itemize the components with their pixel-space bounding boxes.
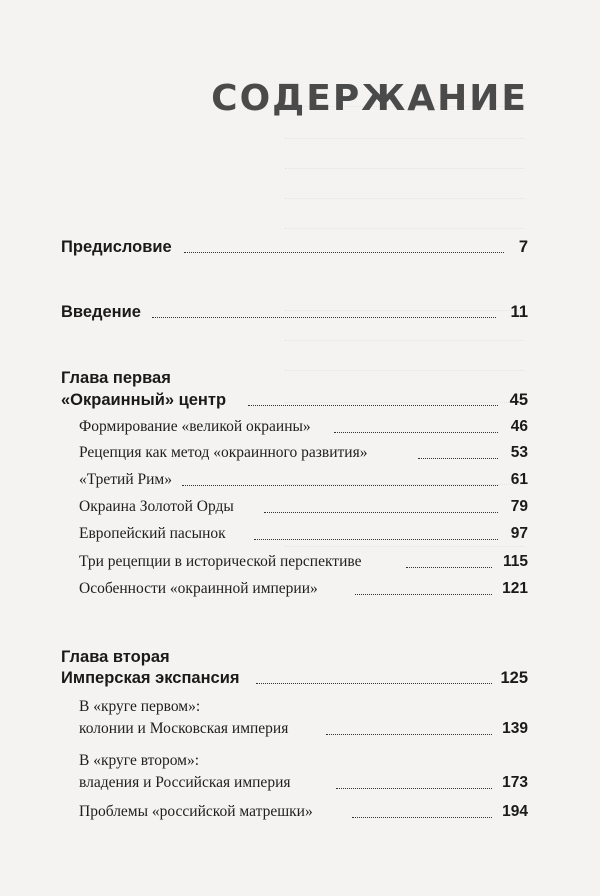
leader-dots	[336, 788, 492, 789]
toc-section-label: владения и Российская империя	[79, 774, 291, 791]
toc-section-label: Европейский пасынок	[79, 525, 226, 542]
toc-page-number: 53	[510, 444, 528, 461]
toc-page-number: 194	[502, 803, 528, 820]
toc-page-number: 139	[502, 720, 528, 737]
toc-section-label: Три рецепции в исторической перспективе	[79, 553, 362, 570]
leader-dots	[334, 432, 498, 433]
leader-dots	[406, 567, 492, 568]
toc-section-label: «Третий Рим»	[79, 471, 172, 488]
leader-dots	[248, 405, 498, 406]
leader-dots	[326, 734, 492, 735]
toc-section-label: Особенности «окраинной империи»	[79, 580, 318, 597]
leader-dots	[182, 485, 498, 486]
leader-dots	[254, 539, 498, 540]
toc-section-label: Проблемы «российской матрешки»	[79, 803, 313, 820]
toc-section-label-line1: В «круге первом»:	[79, 698, 201, 715]
toc-page-number: 97	[510, 525, 528, 542]
toc-section-label: колонии и Московская империя	[79, 720, 289, 737]
toc-page-number: 45	[509, 391, 528, 409]
leader-dots	[184, 252, 504, 253]
toc-entry-label: «Окраинный» центр	[61, 391, 227, 409]
chapter-2-heading: Глава вторая	[61, 648, 170, 666]
toc-section-label: Формирование «великой окраины»	[79, 418, 311, 435]
chapter-1-heading: Глава первая	[61, 369, 171, 387]
toc-page-number: 115	[502, 553, 528, 570]
toc-page-number: 79	[510, 498, 528, 515]
toc-section-label: Окраина Золотой Орды	[79, 498, 234, 515]
leader-dots	[355, 594, 492, 595]
leader-dots	[256, 683, 492, 684]
toc-page-number: 173	[502, 774, 528, 791]
toc-page-number: 11	[510, 303, 528, 321]
leader-dots	[418, 458, 498, 459]
toc-entry-label: Имперская экспансия	[61, 669, 240, 687]
toc-entry-label: Предисловие	[61, 238, 172, 256]
toc-page-number: 61	[510, 471, 528, 488]
leader-dots	[352, 817, 492, 818]
toc-section-label: Рецепция как метод «окраинного развития»	[79, 444, 368, 461]
toc-page-number: 46	[510, 418, 528, 435]
toc-page-number: 7	[518, 238, 528, 256]
leader-dots	[264, 512, 498, 513]
page-title: СОДЕРЖАНИЕ	[211, 78, 528, 119]
toc-entry-label: Введение	[61, 303, 141, 321]
toc-page-number: 125	[500, 669, 528, 687]
leader-dots	[152, 317, 496, 318]
toc-section-label-line1: В «круге втором»:	[79, 752, 200, 769]
toc-page-number: 121	[502, 580, 528, 597]
